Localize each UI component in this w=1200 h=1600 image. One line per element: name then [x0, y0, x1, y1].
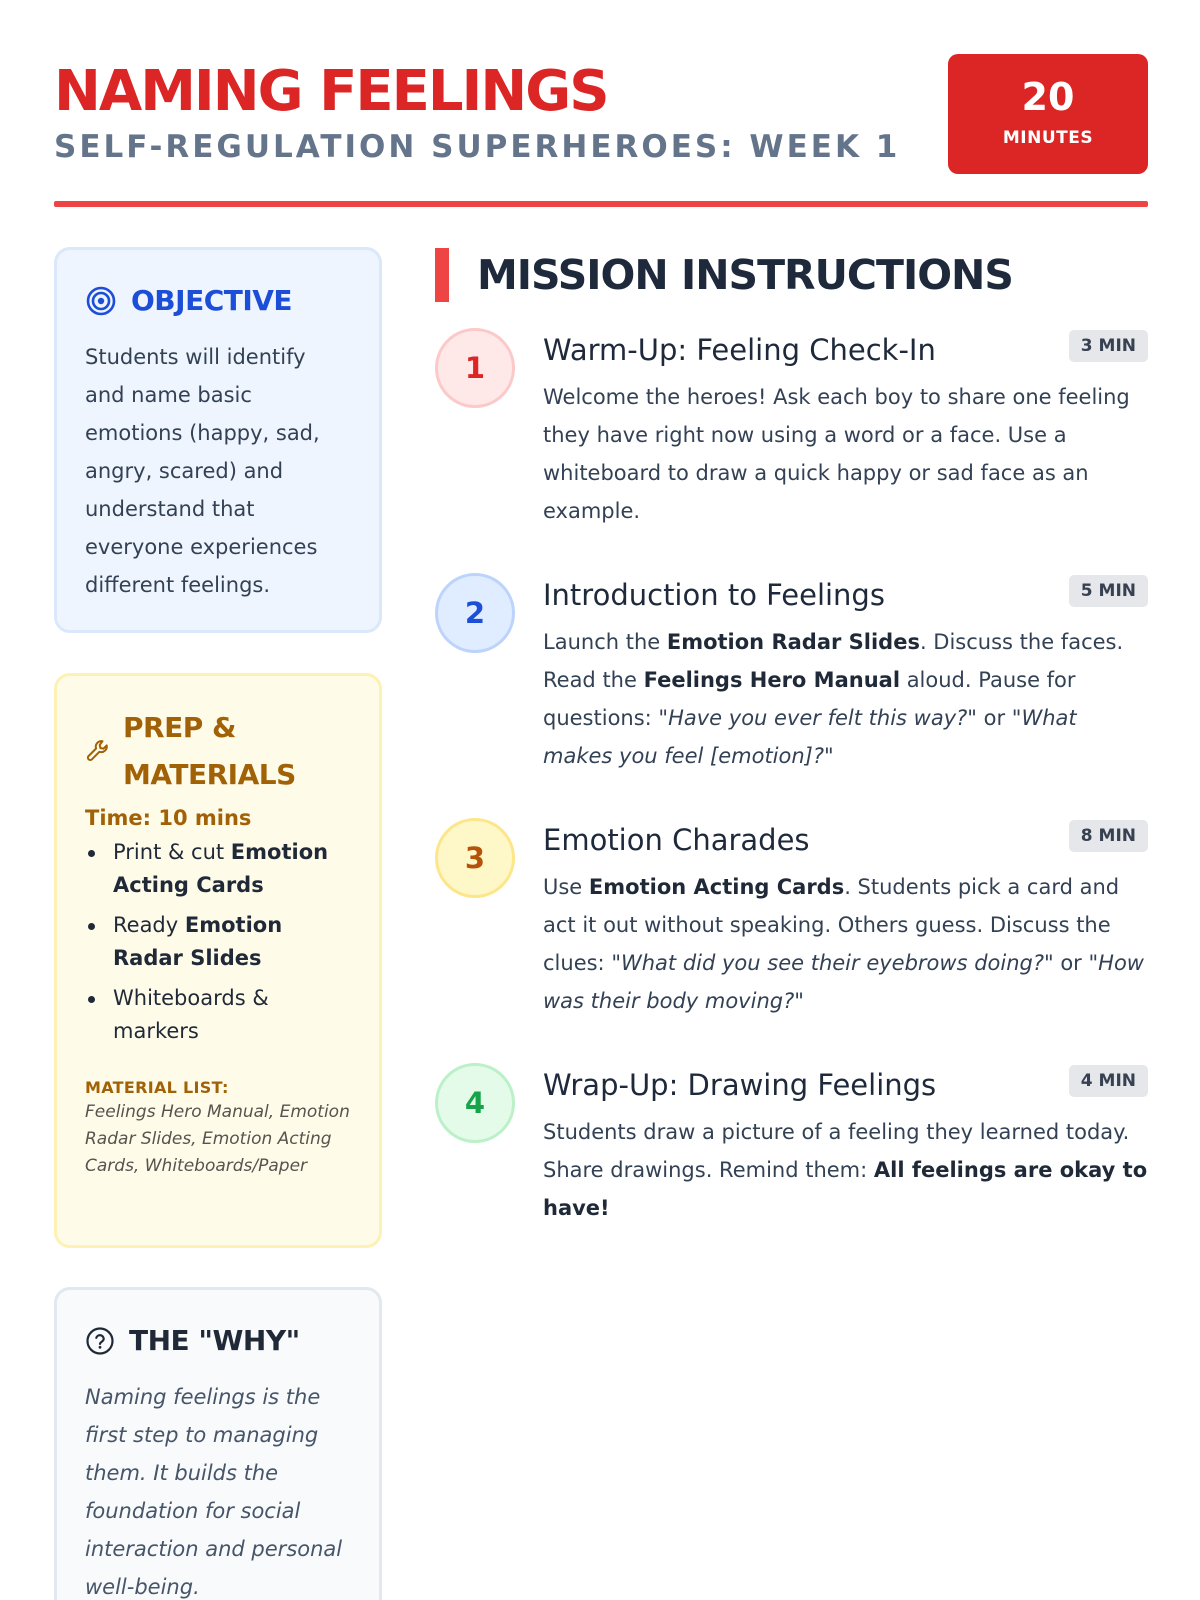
example-question: "Have you ever felt this way?"	[658, 706, 977, 730]
header-divider	[54, 201, 1148, 207]
page-title: NAMING FEELINGS	[54, 59, 608, 124]
description-text: or	[976, 706, 1012, 730]
example-question: "What makes you feel [emotion]?"	[543, 706, 1077, 768]
prep-item: Ready Emotion Radar Slides	[85, 909, 351, 975]
target-icon	[85, 285, 117, 317]
prep-materials-card	[54, 673, 382, 1248]
question-circle-icon	[85, 1326, 115, 1356]
duration-value: 20	[1021, 75, 1075, 119]
step-number: 4	[435, 1063, 515, 1143]
step-duration-badge: 3 MIN	[1069, 330, 1148, 362]
mission-accent-bar	[435, 248, 449, 302]
step-duration-badge: 4 MIN	[1069, 1065, 1148, 1097]
prep-item: Whiteboards & markers	[85, 982, 351, 1048]
step-number: 2	[435, 573, 515, 653]
why-title: THE "WHY"	[129, 1324, 300, 1357]
prep-list	[85, 836, 351, 1048]
description-text: Welcome the heroes! Ask each boy to share one feeling they have right now using a word or a face. Use a whiteboard to draw a quick happy or sad face as an example.	[543, 385, 1130, 523]
emphasis-text: Emotion Acting Cards	[588, 875, 845, 899]
duration-unit: MINUTES	[1002, 128, 1094, 148]
emphasis-text: Feelings Hero Manual	[643, 668, 901, 692]
prep-time: Time: 10 mins	[85, 806, 252, 830]
wrench-icon	[85, 738, 111, 764]
step-title: Wrap-Up: Drawing Feelings	[543, 1068, 937, 1102]
step-title: Introduction to Feelings	[543, 578, 885, 612]
duration-badge	[948, 54, 1148, 174]
objective-text: Students will identify and name basic emotions (happy, sad, angry, scared) and understand that everyone experiences different feelings.	[85, 345, 320, 597]
prep-title-line1: PREP &	[123, 711, 236, 744]
step-title: Warm-Up: Feeling Check-In	[543, 333, 936, 367]
description-text: Students draw a picture of a feeling they learned today. Share drawings. Remind them:	[543, 1120, 1130, 1182]
why-card	[54, 1287, 382, 1600]
step-description	[543, 378, 1148, 530]
description-text: . Discuss the faces. Read the	[543, 630, 1124, 692]
description-text: or	[1053, 951, 1089, 975]
emphasis-text: All feelings are okay to have!	[543, 1158, 1148, 1220]
description-text: aloud. Pause for questions:	[543, 668, 1076, 730]
example-question: "How was their body moving?"	[543, 951, 1144, 1013]
header	[54, 50, 1148, 210]
material-list-label: MATERIAL LIST:	[85, 1078, 229, 1097]
description-text: Launch the	[543, 630, 667, 654]
emphasis-text: Emotion Radar Slides	[666, 630, 920, 654]
material-list-text: Feelings Hero Manual, Emotion Radar Slides, Emotion Acting Cards, Whiteboards/Paper	[85, 1102, 350, 1176]
step-title: Emotion Charades	[543, 823, 810, 857]
objective-title: OBJECTIVE	[131, 284, 293, 317]
prep-title-line2: MATERIALS	[123, 758, 296, 791]
step-description	[543, 623, 1148, 775]
step-description	[543, 868, 1148, 1020]
description-text: . Students pick a card and act it out without speaking. Others guess. Discuss the clues:	[543, 875, 1120, 975]
objective-card	[54, 247, 382, 633]
why-text: Naming feelings is the first step to managing them. It builds the foundation for social interaction and personal well-being.	[85, 1385, 343, 1599]
description-text: Use	[543, 875, 589, 899]
step-duration-badge: 5 MIN	[1069, 575, 1148, 607]
step-duration-badge: 8 MIN	[1069, 820, 1148, 852]
mission-title: MISSION INSTRUCTIONS	[477, 251, 1013, 299]
example-question: "What did you see their eyebrows doing?"	[611, 951, 1054, 975]
page-subtitle: SELF-REGULATION SUPERHEROES: WEEK 1	[54, 129, 901, 165]
prep-item: Print & cut Emotion Acting Cards	[85, 836, 351, 902]
step-number: 3	[435, 818, 515, 898]
step-number: 1	[435, 328, 515, 408]
step-description	[543, 1113, 1148, 1227]
